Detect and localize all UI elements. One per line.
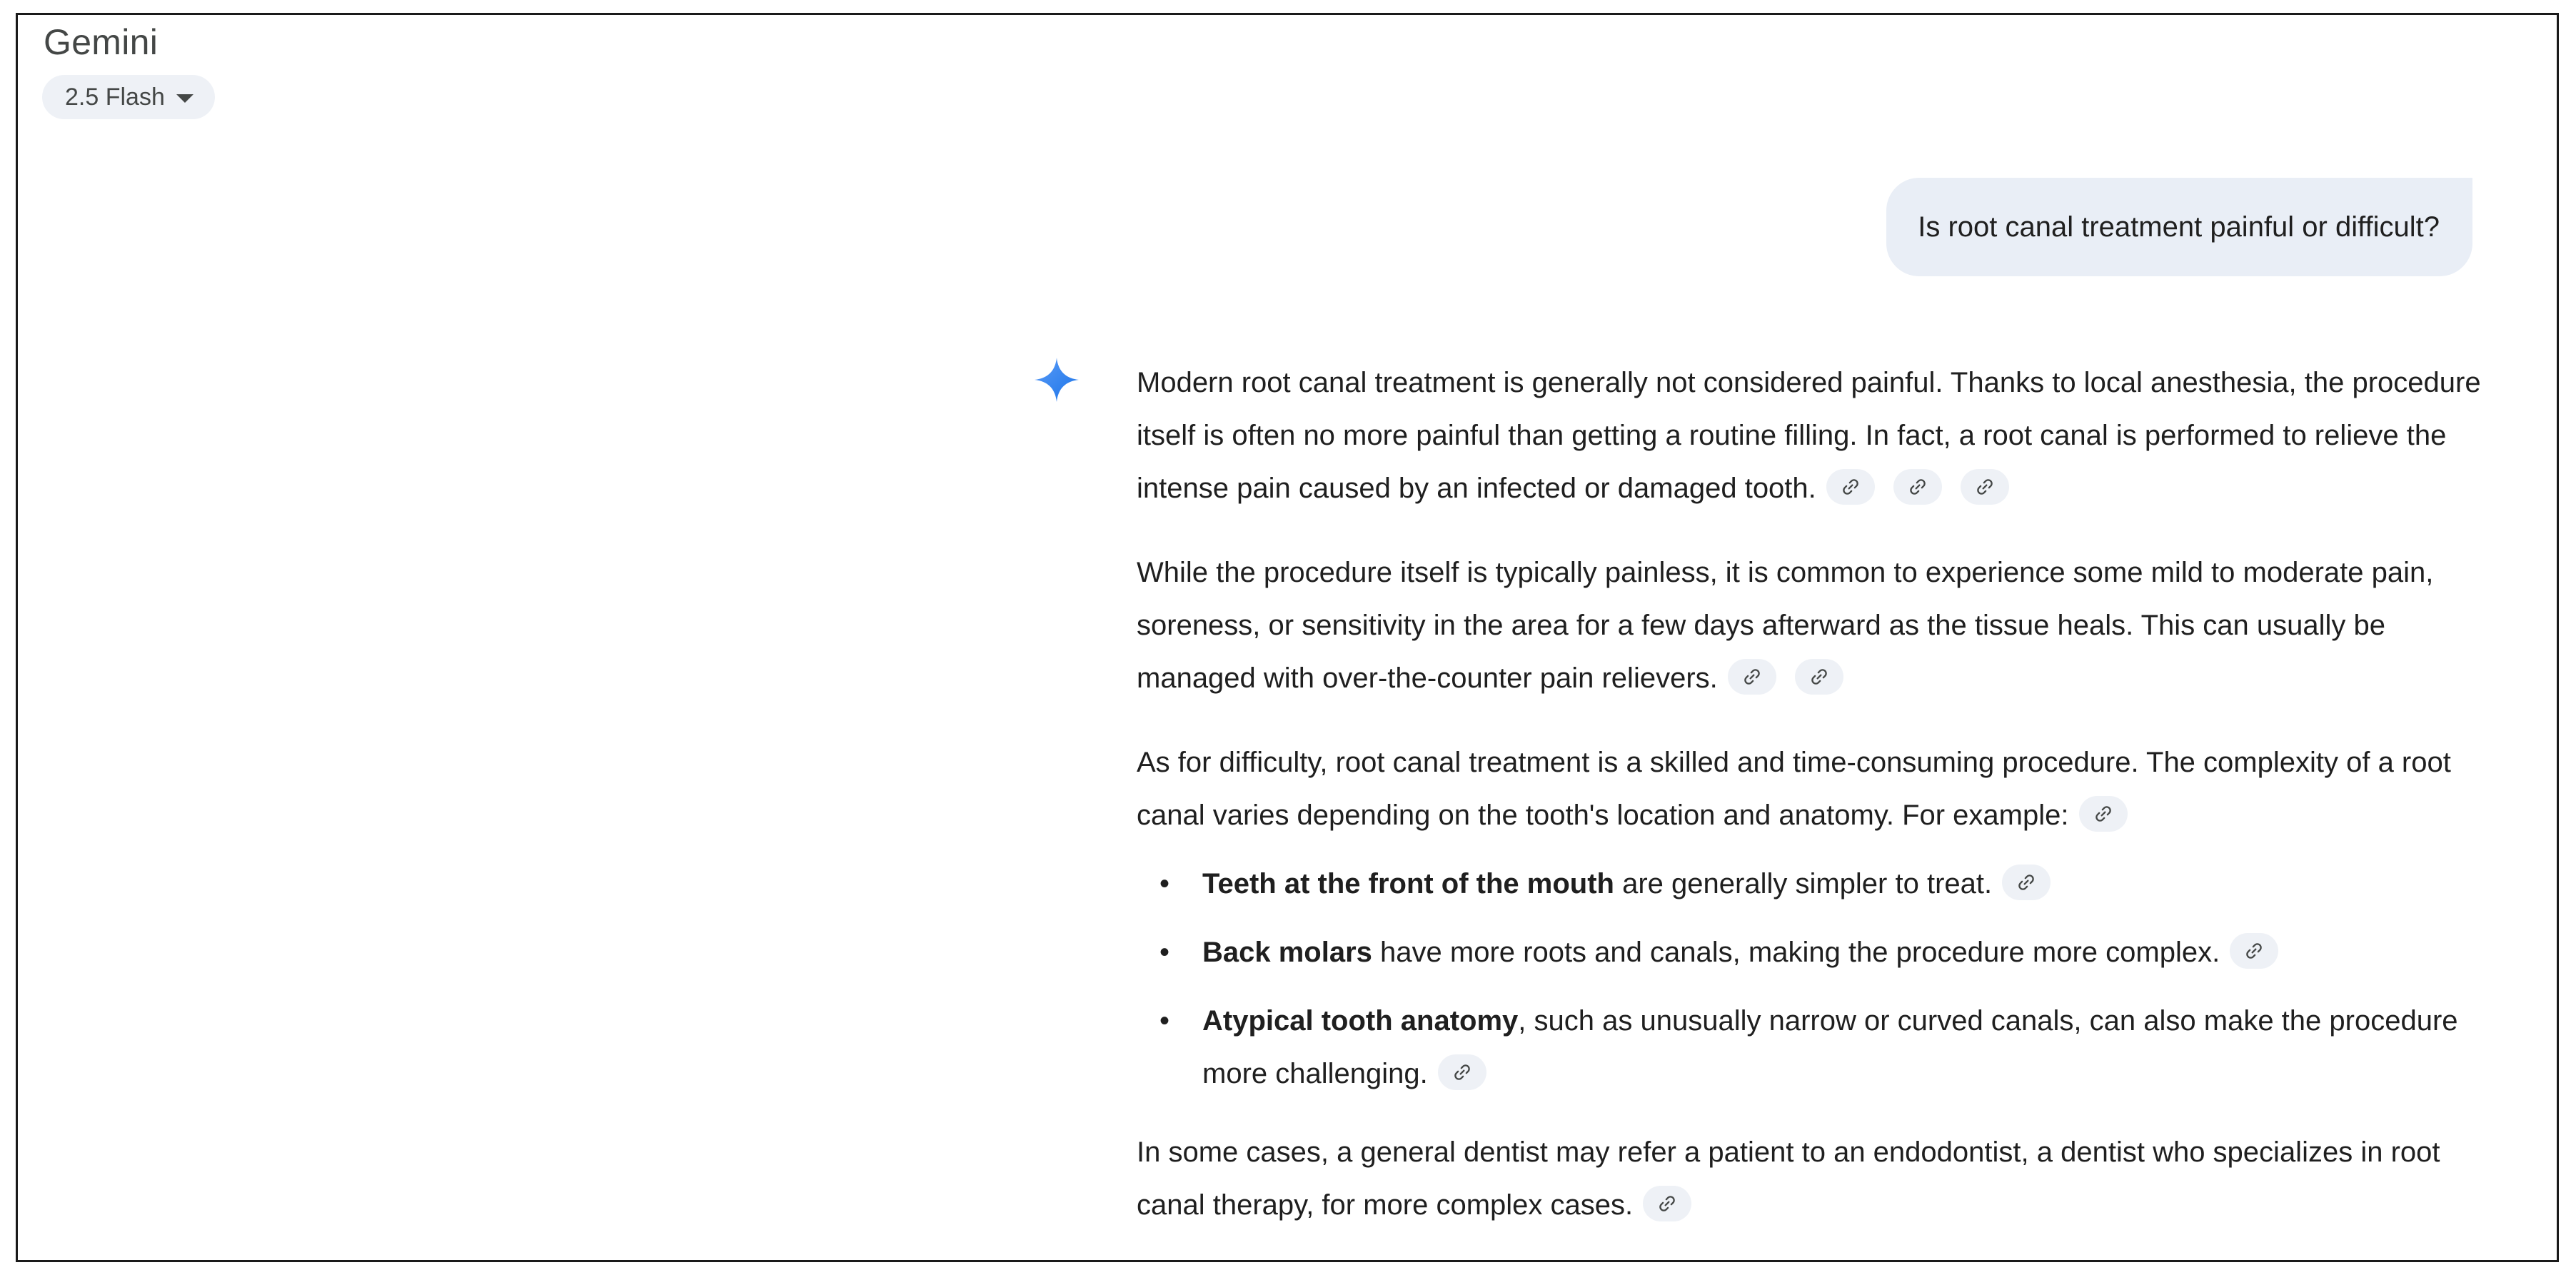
- link-icon: [1975, 477, 1995, 497]
- citation-link-button[interactable]: [1961, 469, 2009, 505]
- model-selector-label: 2.5 Flash: [65, 83, 165, 111]
- link-icon: [1908, 477, 1928, 497]
- citation-link-button[interactable]: [1643, 1186, 1691, 1221]
- citation-link-button[interactable]: [2230, 933, 2278, 969]
- citation-link-button[interactable]: [1438, 1054, 1486, 1090]
- response-paragraph-text: While the procedure itself is typically painless, it is common to experience some mild to moderate pain, soreness, or sensitivity in the area for a few days afterward as the tissue heals. This can usually be managed with over-the-counter pain relievers.: [1137, 557, 2434, 694]
- gemini-spark-icon: [1033, 356, 1080, 403]
- link-icon: [1809, 667, 1829, 687]
- app-title: Gemini: [44, 22, 159, 62]
- link-icon: [2016, 872, 2036, 892]
- list-item-text: have more roots and canals, making the procedure more complex.: [1372, 937, 2220, 968]
- list-item-bold: Atypical tooth anatomy: [1202, 1005, 1519, 1037]
- user-message-text: Is root canal treatment painful or difficult?: [1918, 211, 2440, 243]
- citation-link-button[interactable]: [1795, 659, 1843, 695]
- citation-link-button[interactable]: [2002, 865, 2051, 900]
- list-item-text: , such as unusually narrow or curved canals, can also make the procedure more challenging.: [1202, 1005, 2458, 1089]
- response-paragraph: [1137, 1126, 2493, 1231]
- link-icon: [2244, 941, 2264, 961]
- assistant-response: [1137, 356, 2493, 1262]
- list-item-text: are generally simpler to treat.: [1614, 868, 1993, 899]
- list-item-bold: Teeth at the front of the mouth: [1202, 868, 1614, 899]
- response-paragraph: [1137, 356, 2493, 515]
- citation-link-button[interactable]: [1728, 659, 1776, 695]
- link-icon: [1742, 667, 1762, 687]
- link-icon: [1657, 1194, 1677, 1214]
- list-item-bold: Back molars: [1202, 937, 1372, 968]
- response-paragraph-text: In some cases, a general dentist may refer a patient to an endodontist, a dentist who specializes in root canal therapy, for more complex cases.: [1137, 1137, 2440, 1221]
- bullet-icon: •: [1159, 868, 1170, 899]
- citation-link-button[interactable]: [2079, 796, 2128, 832]
- response-bullet-list: [1137, 857, 2493, 1100]
- app-window: [16, 13, 2559, 1262]
- response-paragraph-text: Modern root canal treatment is generally not considered painful. Thanks to local anesthesia, the procedure itself is often no more painful than getting a routine filling. In fact, a root canal is performed to relieve the intense pain caused by an infected or damaged tooth.: [1137, 367, 2481, 504]
- bullet-icon: •: [1159, 1005, 1170, 1037]
- list-item: [1159, 857, 2493, 910]
- response-paragraph: [1137, 546, 2493, 705]
- bullet-icon: •: [1159, 937, 1170, 968]
- citation-link-button[interactable]: [1826, 469, 1875, 505]
- citation-link-button[interactable]: [1893, 469, 1942, 505]
- model-selector-button[interactable]: [42, 75, 215, 119]
- user-message-bubble: [1886, 178, 2472, 276]
- list-item: [1159, 994, 2493, 1100]
- link-icon: [1452, 1062, 1472, 1082]
- chevron-down-icon: [176, 94, 193, 103]
- link-icon: [2093, 804, 2113, 824]
- response-paragraph-text: As for difficulty, root canal treatment is a skilled and time-consuming procedure. The complexity of a root canal varies depending on the tooth's location and anatomy. For example:: [1137, 747, 2451, 831]
- response-paragraph: [1137, 736, 2493, 842]
- list-item: [1159, 926, 2493, 979]
- link-icon: [1841, 477, 1861, 497]
